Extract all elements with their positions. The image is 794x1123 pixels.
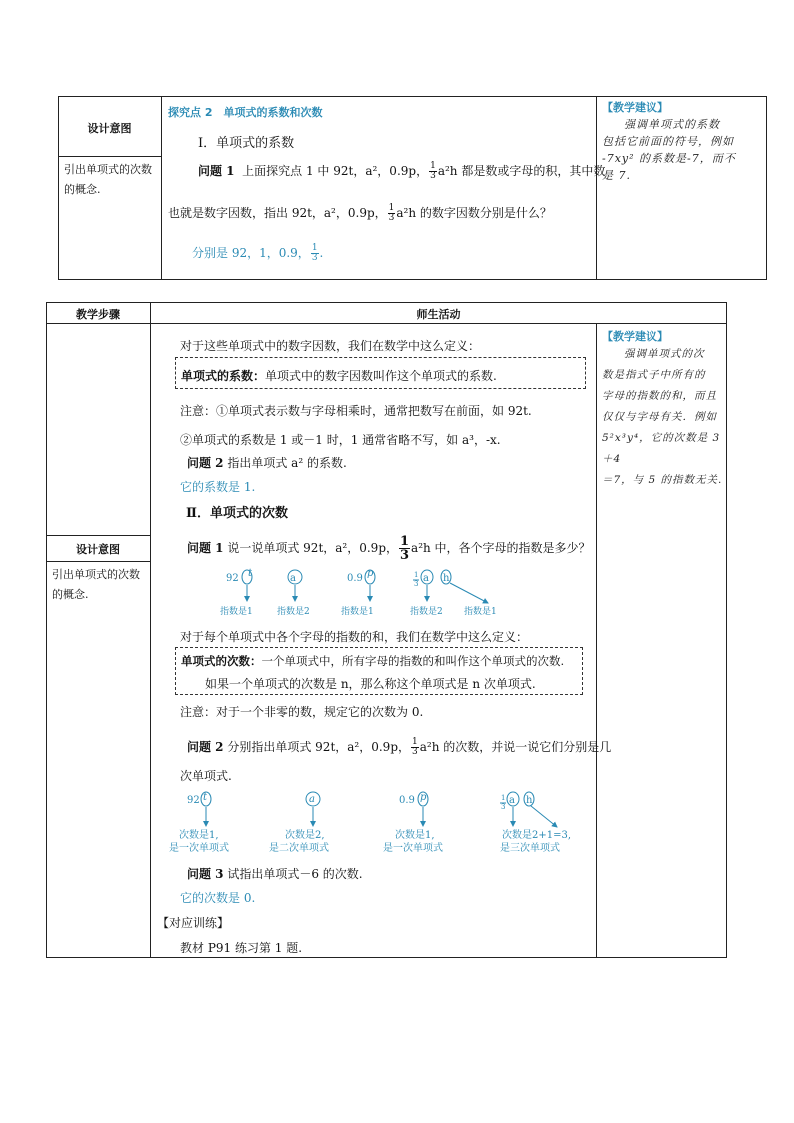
svg-text:h: h (443, 573, 450, 584)
svg-text:次数是2+1=3,: 次数是2+1=3, (502, 830, 572, 841)
teaching-tip-text: 强调单项式的系数 包括它前面的符号，例如 -7xy² 的系数是-7，而不 是 7. (602, 118, 736, 182)
svg-text:3: 3 (501, 803, 506, 811)
definition-coefficient: 单项式的系数：单项式中的数字因数叫作这个单项式的系数. (181, 369, 497, 383)
svg-text:是一次单项式: 是一次单项式 (383, 843, 443, 854)
var-t: t (248, 568, 253, 579)
svg-text:h: h (526, 795, 533, 806)
svg-text:指数是2: 指数是2 (410, 607, 443, 617)
svg-text:0.9: 0.9 (347, 573, 363, 584)
svg-text:a: a (509, 795, 515, 806)
svg-text:指数是2: 指数是2 (277, 607, 310, 617)
var-p: p (367, 568, 374, 579)
var-t-2: t (203, 792, 208, 803)
design-intent-text-2: 引出单项式的次数的概念. (52, 568, 140, 601)
column-header-steps: 教学步骤 (76, 308, 120, 321)
question-4-line-b: 次单项式. (180, 769, 232, 783)
teaching-tip-header: 【教学建议】 (602, 101, 668, 114)
svg-text:a: a (290, 573, 296, 584)
svg-text:指数是1: 指数是1 (464, 607, 497, 617)
svg-text:次数是1,: 次数是1, (395, 830, 435, 841)
svg-text:是一次单项式: 是一次单项式 (169, 843, 229, 854)
svg-text:次数是2,: 次数是2, (285, 830, 325, 841)
paragraph-define-degree: 对于每个单项式中各个字母的指数的和，我们在数学中这么定义： (180, 630, 529, 644)
svg-text:a: a (423, 573, 429, 584)
subsection-coefficient: Ⅰ．单项式的系数 (198, 136, 295, 151)
question-1-line-b: 也就是数字因数，指出 92t，a²，0.9p， $\frac{1}{3}$ a²h 的数字因数分别是什么？ (168, 203, 552, 223)
definition-degree: 单项式的次数：一个单项式中，所有字母的指数的和叫作这个单项式的次数. (181, 654, 565, 668)
teaching-tip-header-2: 【教学建议】 (602, 330, 668, 343)
svg-text:3: 3 (414, 580, 419, 588)
paragraph-define-coefficient: 对于这些单项式中的数字因数，我们在数学中这么定义： (180, 339, 481, 353)
note-1: 注意：①单项式表示数与字母相乘时，通常把数写在前面，如 92t. (180, 404, 532, 418)
definition-degree-2: 如果一个单项式的次数是 n，那么称这个单项式是 n 次单项式. (205, 677, 536, 691)
svg-text:1: 1 (414, 571, 419, 579)
answer-1: 分别是 92，1，0.9， $\frac{1}{3}$ . (192, 243, 324, 263)
question-5: 问题 3 试指出单项式－6 的次数. (187, 867, 363, 881)
design-intent-text: 引出单项式的次数的概念. (64, 163, 152, 196)
column-header-activities: 师生活动 (416, 308, 461, 321)
training-text: 教材 P91 练习第 1 题. (180, 941, 303, 955)
fraction-one-third: $\frac{1}{3}$ (430, 161, 436, 181)
fraction-one-third: $\frac{1}{3}$ (388, 203, 395, 223)
design-intent-header-2: 设计意图 (76, 543, 120, 556)
note-3: 注意：对于一个非零的数，规定它的次数为 0. (180, 705, 424, 719)
svg-text:a: a (309, 794, 315, 805)
section-title: 探究点 2 单项式的系数和次数 (168, 106, 323, 119)
question-1-line-a: 问题 1 上面探究点 1 中 92t，a²，0.9p， $\frac{1}{3}$ a²h 都是数或字母的积，其中数 (198, 161, 606, 181)
svg-text:是二次单项式: 是二次单项式 (269, 843, 329, 854)
design-intent-header: 设计意图 (87, 122, 132, 135)
training-header: 【对应训练】 (157, 916, 230, 930)
answer-2: 它的系数是 1. (180, 480, 256, 494)
svg-text:指数是1: 指数是1 (341, 607, 374, 617)
degree-diagram (165, 790, 585, 856)
note-2: ②单项式的系数是 1 或－1 时，1 通常省略不写，如 a³，-x. (180, 433, 501, 447)
svg-text:0.9: 0.9 (399, 795, 415, 806)
svg-text:1: 1 (501, 794, 506, 802)
subsection-degree: Ⅱ．单项式的次数 (186, 506, 288, 521)
question-2: 问题 2 指出单项式 a² 的系数. (187, 456, 347, 470)
teaching-tip-text-2: 强调单项式的次 数是指式子中所有的 字母的指数的和，而且 仅仅与字母有关．例如 5²x³y⁴，它的次数是 3＋4 ＝7，与 5 的指数无关. (602, 348, 723, 486)
exponent-diagram (210, 566, 510, 622)
question-4-line-a: 问题 2 分别指出单项式 92t，a²，0.9p， $\frac{1}{3}$ a²h 的次数，并说一说它们分别是几 (187, 737, 612, 757)
term-92t: 92 (226, 573, 239, 584)
answer-5: 它的次数是 0. (180, 891, 256, 905)
svg-text:是三次单项式: 是三次单项式 (500, 843, 560, 854)
svg-text:次数是1,: 次数是1, (179, 830, 219, 841)
svg-text:指数是1: 指数是1 (220, 607, 253, 617)
var-p-2: p (420, 792, 427, 803)
svg-text:92: 92 (187, 795, 200, 806)
question-3: 问题 1 说一说单项式 92t，a²，0.9p， $\frac{1}{3}$ a²h 中，各个字母的指数是多少？ (187, 534, 591, 563)
